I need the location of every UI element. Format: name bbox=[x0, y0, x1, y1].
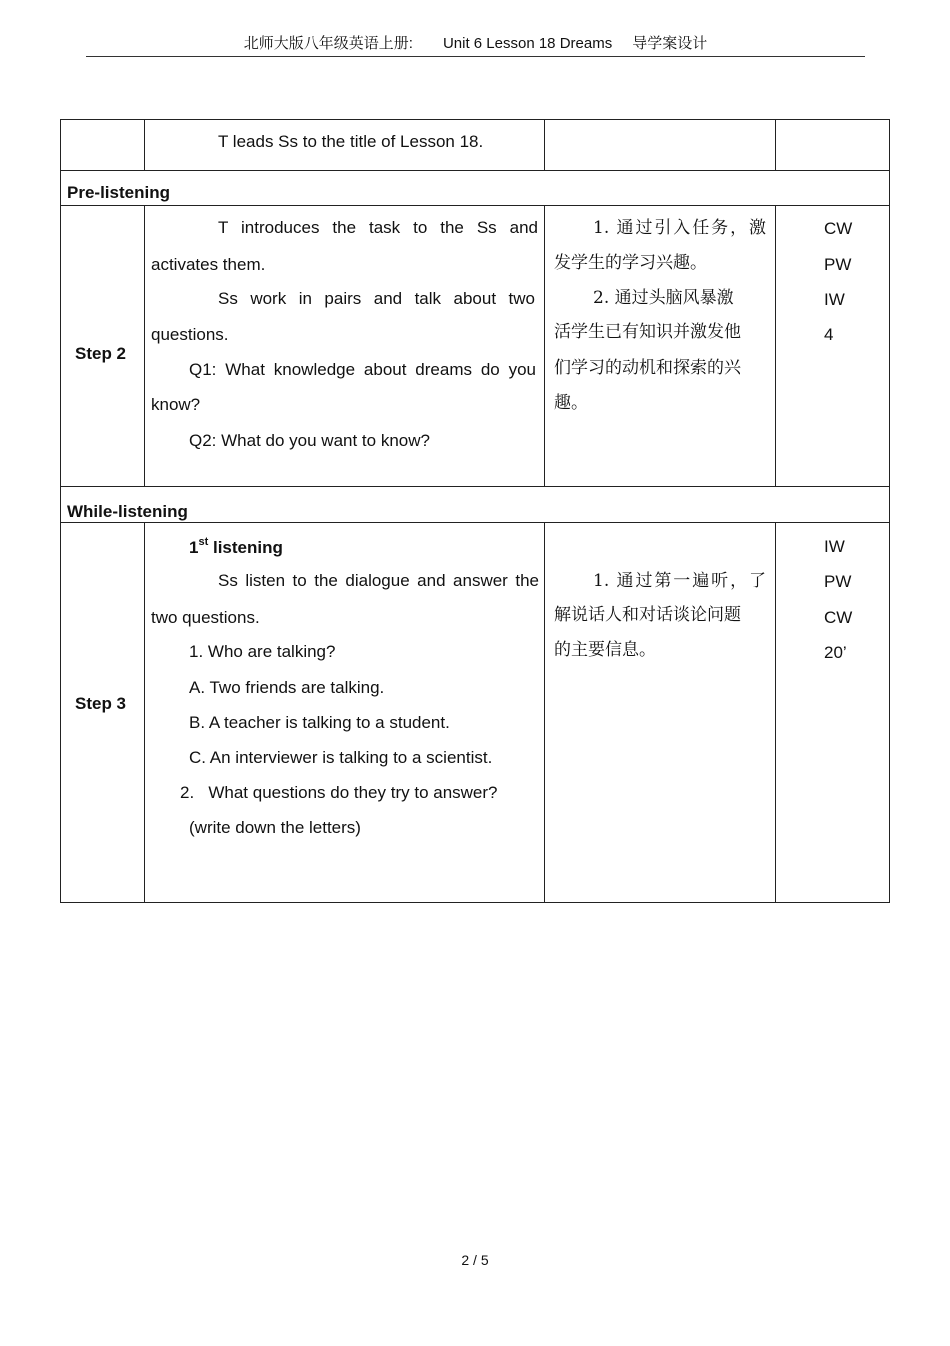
listening-heading bbox=[189, 538, 283, 558]
header-unit: Unit 6 Lesson 18 Dreams bbox=[442, 35, 613, 52]
activity-line: A. Two friends are talking. bbox=[189, 678, 385, 697]
row-divider bbox=[60, 522, 890, 523]
activity-line: Q1: What knowledge about dreams do you bbox=[189, 360, 536, 379]
purpose-line: 1. 通过第一遍听，了 bbox=[593, 571, 766, 591]
mode-item: CW bbox=[824, 219, 853, 238]
activity-line: 2. What questions do they try to answer? bbox=[180, 783, 498, 802]
col-divider bbox=[775, 205, 776, 487]
col-divider bbox=[144, 205, 145, 487]
header-book: 北师大版八年级英语上册: bbox=[243, 35, 413, 52]
col-divider bbox=[544, 205, 545, 487]
activity-line: Q2: What do you want to know? bbox=[189, 431, 430, 450]
activity-line: Ss work in pairs and talk about two bbox=[218, 289, 535, 308]
activity-line: know? bbox=[151, 395, 201, 414]
mode-item: 4 bbox=[824, 325, 834, 344]
table-border-right bbox=[889, 119, 890, 903]
col-divider bbox=[775, 522, 776, 903]
table-border-top bbox=[60, 119, 890, 120]
purpose-line: 解说话人和对话谈论问题 bbox=[554, 605, 741, 625]
page-header bbox=[86, 35, 865, 57]
activity-line: T introduces the task to the Ss and bbox=[218, 218, 538, 237]
purpose-line: 活学生已有知识并激发他 bbox=[554, 322, 741, 342]
section-heading-pre-listening: Pre-listening bbox=[67, 183, 170, 202]
activity-line: activates them. bbox=[151, 255, 266, 274]
purpose-line: 趣。 bbox=[554, 393, 588, 413]
mode-item: IW bbox=[824, 537, 845, 556]
purpose-line: 的主要信息。 bbox=[554, 640, 656, 660]
purpose-line: 发学生的学习兴趣。 bbox=[554, 253, 707, 273]
row-divider bbox=[60, 170, 890, 171]
mode-item: CW bbox=[824, 608, 853, 627]
heading-ordinal: st bbox=[198, 536, 209, 548]
purpose-line: 1. 通过引入任务，激 bbox=[593, 218, 766, 238]
mode-item: IW bbox=[824, 290, 845, 309]
activity-line: Ss listen to the dialogue and answer the bbox=[218, 571, 539, 590]
col-divider bbox=[775, 119, 776, 171]
activity-line: questions. bbox=[151, 325, 229, 344]
activity-line: 1. Who are talking? bbox=[189, 642, 336, 661]
activity-line: B. A teacher is talking to a student. bbox=[189, 713, 450, 732]
table-border-left bbox=[60, 119, 61, 903]
col-divider bbox=[144, 119, 145, 171]
table-border-bottom bbox=[60, 902, 890, 903]
row-divider bbox=[60, 205, 890, 206]
mode-item: PW bbox=[824, 255, 852, 274]
row-divider bbox=[60, 486, 890, 487]
col-divider bbox=[544, 119, 545, 171]
title-activity: T leads Ss to the title of Lesson 18. bbox=[218, 132, 484, 151]
col-divider bbox=[544, 522, 545, 903]
mode-item: PW bbox=[824, 572, 852, 591]
activity-line: (write down the letters) bbox=[189, 818, 361, 837]
purpose-line: 2. 通过头脑风暴激 bbox=[593, 288, 734, 308]
section-heading-while-listening: While-listening bbox=[67, 502, 188, 521]
step-label: Step 3 bbox=[75, 694, 127, 713]
col-divider bbox=[144, 522, 145, 903]
mode-item: 20’ bbox=[824, 643, 847, 662]
activity-line: C. An interviewer is talking to a scientist. bbox=[189, 748, 493, 767]
header-type: 导学案设计 bbox=[632, 35, 708, 52]
step-label: Step 2 bbox=[75, 344, 127, 363]
purpose-line: 们学习的动机和探索的兴 bbox=[554, 358, 741, 378]
heading-text: listening bbox=[212, 538, 283, 557]
heading-number: 1 bbox=[189, 538, 199, 557]
page-number: 2 / 5 bbox=[461, 1252, 489, 1268]
activity-line: two questions. bbox=[151, 608, 260, 627]
